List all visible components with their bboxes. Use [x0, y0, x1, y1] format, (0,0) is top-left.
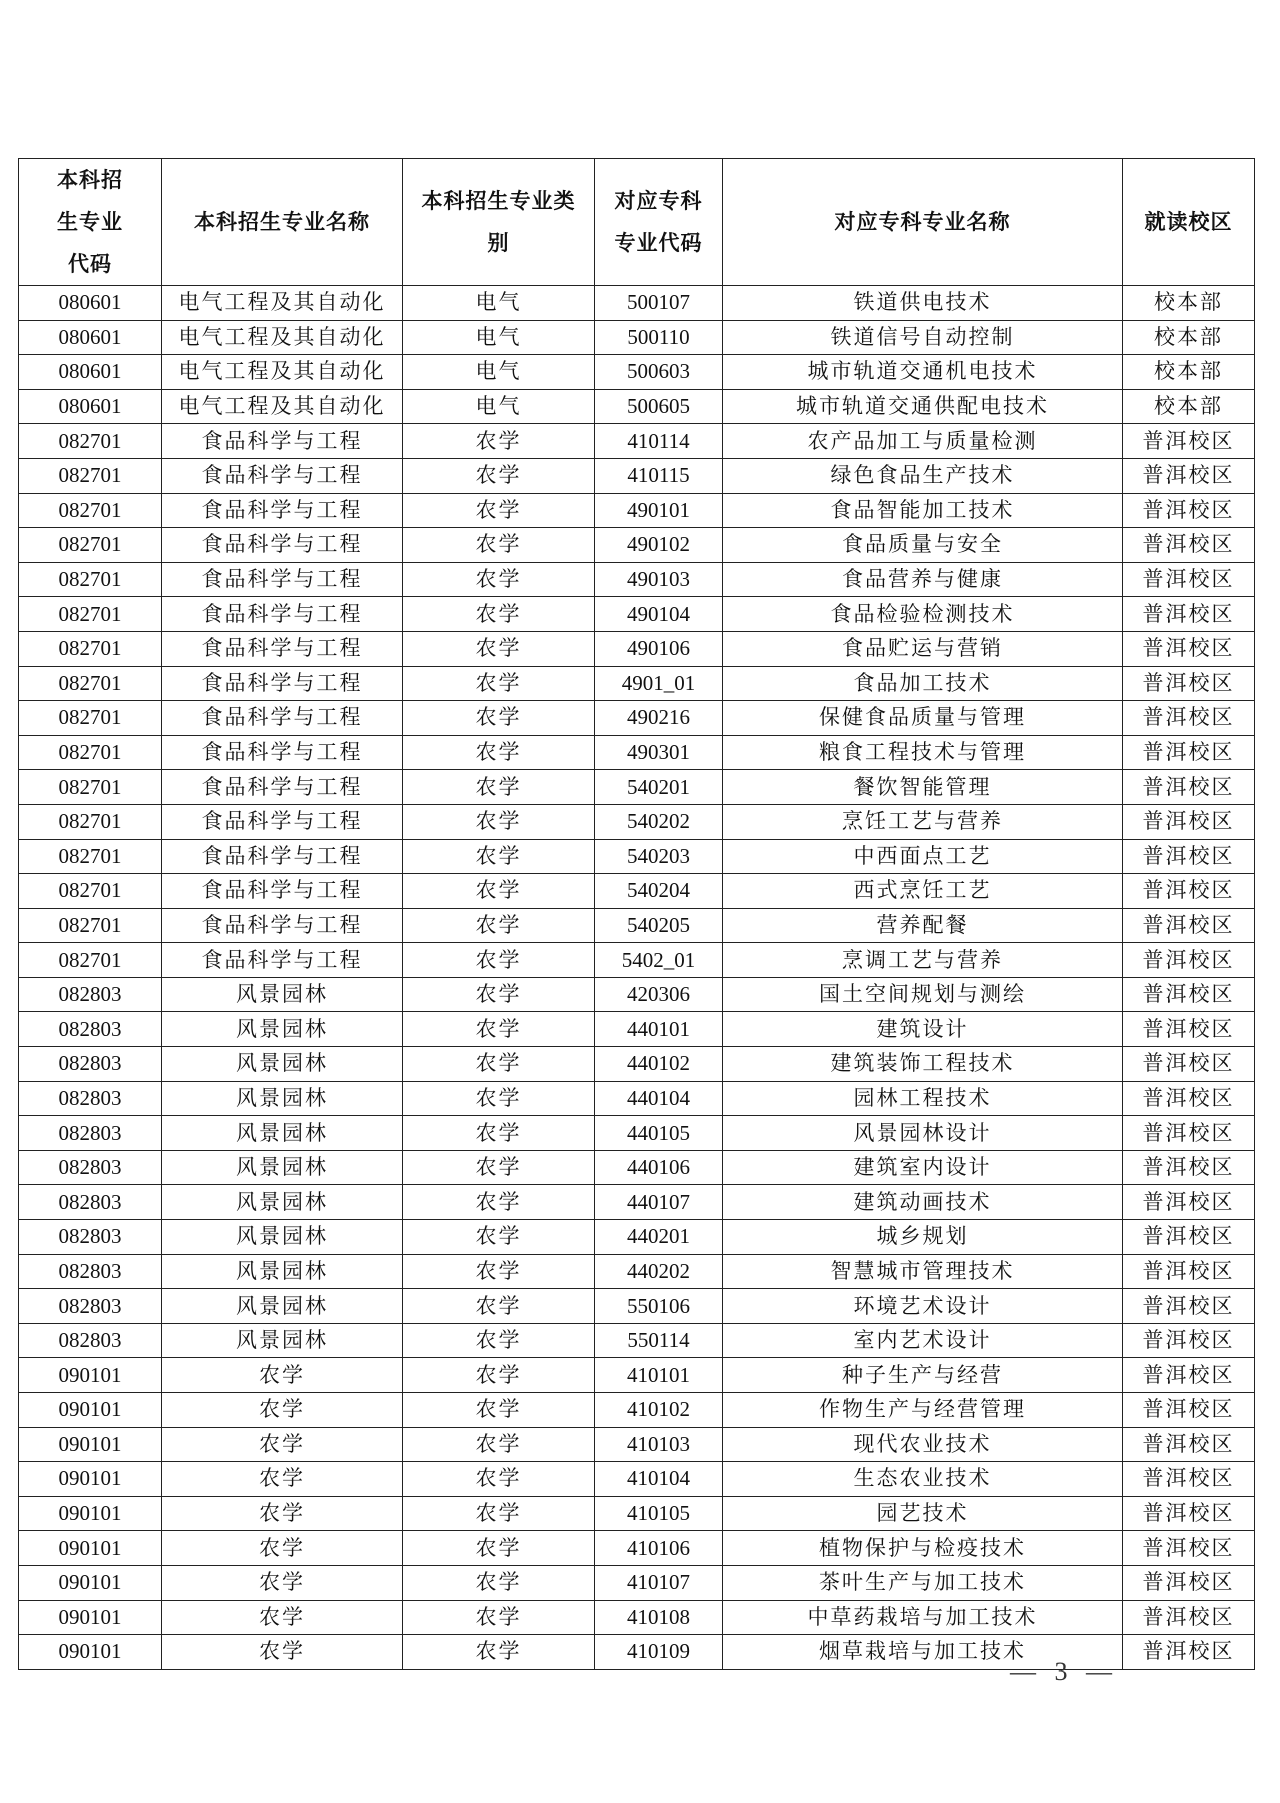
row-spec-code: 440105: [595, 1116, 723, 1151]
table-row: [19, 1462, 1255, 1497]
table-row: [19, 1565, 1255, 1600]
table-row: [19, 804, 1255, 839]
row-category: 农学: [403, 1565, 595, 1600]
row-code: 082803: [19, 1081, 162, 1116]
row-category: 农学: [403, 1427, 595, 1462]
row-name: 风景园林: [162, 1254, 403, 1289]
row-spec-name: 保健食品质量与管理: [723, 701, 1123, 736]
row-spec-code: 540202: [595, 804, 723, 839]
row-spec-code: 550106: [595, 1289, 723, 1324]
row-spec-code: 410114: [595, 424, 723, 459]
row-spec-code: 410103: [595, 1427, 723, 1462]
row-spec-name: 食品加工技术: [723, 666, 1123, 701]
table-row: [19, 1358, 1255, 1393]
row-spec-name: 食品智能加工技术: [723, 493, 1123, 528]
row-code: 080601: [19, 320, 162, 355]
row-category: 农学: [403, 528, 595, 563]
table-row: [19, 1289, 1255, 1324]
row-campus: 普洱校区: [1123, 1220, 1255, 1255]
row-spec-code: 5402_01: [595, 943, 723, 978]
row-name: 食品科学与工程: [162, 943, 403, 978]
row-campus: 普洱校区: [1123, 1185, 1255, 1220]
row-spec-code: 410109: [595, 1635, 723, 1670]
table-row: [19, 770, 1255, 805]
row-name: 风景园林: [162, 1116, 403, 1151]
row-code: 082701: [19, 804, 162, 839]
row-spec-name: 食品质量与安全: [723, 528, 1123, 563]
row-category: 农学: [403, 597, 595, 632]
row-campus: 普洱校区: [1123, 1393, 1255, 1428]
page-number: — 3 —: [1010, 1657, 1118, 1686]
row-spec-name: 建筑动画技术: [723, 1185, 1123, 1220]
row-spec-name: 植物保护与检疫技术: [723, 1531, 1123, 1566]
row-spec-code: 540205: [595, 908, 723, 943]
row-code: 082803: [19, 1254, 162, 1289]
row-name: 电气工程及其自动化: [162, 286, 403, 321]
row-campus: 普洱校区: [1123, 1254, 1255, 1289]
row-spec-name: 中西面点工艺: [723, 839, 1123, 874]
row-spec-name: 铁道供电技术: [723, 286, 1123, 321]
row-name: 电气工程及其自动化: [162, 389, 403, 424]
row-spec-code: 540204: [595, 874, 723, 909]
row-category: 农学: [403, 631, 595, 666]
table-row: [19, 908, 1255, 943]
row-category: 农学: [403, 1012, 595, 1047]
table-row: [19, 874, 1255, 909]
row-spec-code: 500110: [595, 320, 723, 355]
table-row: [19, 1531, 1255, 1566]
row-campus: 普洱校区: [1123, 1565, 1255, 1600]
row-category: 农学: [403, 1254, 595, 1289]
row-code: 082701: [19, 666, 162, 701]
row-code: 090101: [19, 1427, 162, 1462]
row-category: 农学: [403, 770, 595, 805]
row-campus: 普洱校区: [1123, 458, 1255, 493]
table-row: [19, 666, 1255, 701]
row-campus: 校本部: [1123, 320, 1255, 355]
row-spec-code: 420306: [595, 977, 723, 1012]
row-name: 食品科学与工程: [162, 493, 403, 528]
row-spec-name: 铁道信号自动控制: [723, 320, 1123, 355]
table-row: [19, 389, 1255, 424]
row-category: 农学: [403, 1462, 595, 1497]
row-category: 农学: [403, 493, 595, 528]
row-campus: 普洱校区: [1123, 1289, 1255, 1324]
row-name: 农学: [162, 1635, 403, 1670]
row-name: 食品科学与工程: [162, 701, 403, 736]
row-name: 农学: [162, 1600, 403, 1635]
row-spec-name: 建筑设计: [723, 1012, 1123, 1047]
row-spec-name: 环境艺术设计: [723, 1289, 1123, 1324]
row-code: 082701: [19, 562, 162, 597]
row-category: 农学: [403, 1323, 595, 1358]
row-campus: 普洱校区: [1123, 666, 1255, 701]
row-code: 082701: [19, 770, 162, 805]
table-row: [19, 735, 1255, 770]
row-name: 风景园林: [162, 977, 403, 1012]
row-name: 食品科学与工程: [162, 874, 403, 909]
row-name: 风景园林: [162, 1289, 403, 1324]
row-spec-code: 490301: [595, 735, 723, 770]
row-code: 080601: [19, 286, 162, 321]
row-name: 农学: [162, 1496, 403, 1531]
row-campus: 普洱校区: [1123, 908, 1255, 943]
row-spec-code: 440101: [595, 1012, 723, 1047]
row-name: 农学: [162, 1427, 403, 1462]
row-spec-code: 410108: [595, 1600, 723, 1635]
row-campus: 普洱校区: [1123, 1600, 1255, 1635]
row-category: 农学: [403, 1531, 595, 1566]
header-category: 本科招生专业类别: [403, 159, 595, 286]
row-campus: 普洱校区: [1123, 631, 1255, 666]
table-row: [19, 355, 1255, 390]
row-spec-code: 440107: [595, 1185, 723, 1220]
row-spec-code: 440106: [595, 1150, 723, 1185]
table-row: [19, 1185, 1255, 1220]
row-code: 082701: [19, 528, 162, 563]
row-campus: 普洱校区: [1123, 1081, 1255, 1116]
row-code: 090101: [19, 1496, 162, 1531]
table-row: [19, 528, 1255, 563]
row-name: 风景园林: [162, 1012, 403, 1047]
major-mapping-table: [18, 158, 1255, 1670]
row-code: 090101: [19, 1531, 162, 1566]
row-code: 082803: [19, 977, 162, 1012]
table-row: [19, 1047, 1255, 1082]
row-code: 082701: [19, 493, 162, 528]
row-campus: 普洱校区: [1123, 1531, 1255, 1566]
row-code: 082803: [19, 1185, 162, 1220]
row-spec-name: 城市轨道交通供配电技术: [723, 389, 1123, 424]
row-campus: 普洱校区: [1123, 1496, 1255, 1531]
table-row: [19, 1254, 1255, 1289]
row-name: 风景园林: [162, 1150, 403, 1185]
row-code: 090101: [19, 1565, 162, 1600]
table-body: [19, 286, 1255, 1670]
row-campus: 普洱校区: [1123, 424, 1255, 459]
row-code: 082803: [19, 1150, 162, 1185]
row-campus: 普洱校区: [1123, 528, 1255, 563]
row-spec-name: 食品贮运与营销: [723, 631, 1123, 666]
row-category: 农学: [403, 1150, 595, 1185]
row-category: 农学: [403, 839, 595, 874]
row-code: 082803: [19, 1047, 162, 1082]
table-row: [19, 1393, 1255, 1428]
row-spec-name: 绿色食品生产技术: [723, 458, 1123, 493]
row-spec-code: 490216: [595, 701, 723, 736]
row-spec-name: 种子生产与经营: [723, 1358, 1123, 1393]
table-row: [19, 701, 1255, 736]
row-spec-code: 500605: [595, 389, 723, 424]
row-category: 农学: [403, 1047, 595, 1082]
table-row: [19, 1323, 1255, 1358]
header-campus: 就读校区: [1123, 159, 1255, 286]
row-name: 农学: [162, 1393, 403, 1428]
row-category: 电气: [403, 320, 595, 355]
row-category: 农学: [403, 1635, 595, 1670]
row-category: 农学: [403, 1358, 595, 1393]
row-name: 食品科学与工程: [162, 735, 403, 770]
row-code: 082701: [19, 943, 162, 978]
row-code: 082803: [19, 1289, 162, 1324]
table-row: [19, 1427, 1255, 1462]
row-code: 082701: [19, 458, 162, 493]
header-name: 本科招生专业名称: [162, 159, 403, 286]
row-code: 090101: [19, 1600, 162, 1635]
row-campus: 普洱校区: [1123, 1323, 1255, 1358]
row-category: 农学: [403, 1116, 595, 1151]
row-spec-name: 建筑装饰工程技术: [723, 1047, 1123, 1082]
row-code: 090101: [19, 1393, 162, 1428]
row-spec-code: 410106: [595, 1531, 723, 1566]
row-spec-name: 西式烹饪工艺: [723, 874, 1123, 909]
row-category: 电气: [403, 389, 595, 424]
row-spec-code: 410104: [595, 1462, 723, 1497]
row-spec-code: 540201: [595, 770, 723, 805]
row-spec-name: 茶叶生产与加工技术: [723, 1565, 1123, 1600]
header-spec-code: 对应专科专业代码: [595, 159, 723, 286]
row-spec-name: 餐饮智能管理: [723, 770, 1123, 805]
row-spec-name: 风景园林设计: [723, 1116, 1123, 1151]
row-spec-code: 410101: [595, 1358, 723, 1393]
major-table-container: [18, 158, 1254, 1670]
table-row: [19, 424, 1255, 459]
row-campus: 校本部: [1123, 389, 1255, 424]
row-category: 农学: [403, 943, 595, 978]
row-spec-name: 室内艺术设计: [723, 1323, 1123, 1358]
row-name: 食品科学与工程: [162, 631, 403, 666]
row-campus: 普洱校区: [1123, 562, 1255, 597]
row-name: 风景园林: [162, 1185, 403, 1220]
table-row: [19, 1116, 1255, 1151]
row-spec-code: 550114: [595, 1323, 723, 1358]
row-campus: 普洱校区: [1123, 701, 1255, 736]
row-code: 082701: [19, 874, 162, 909]
row-code: 082701: [19, 701, 162, 736]
row-spec-name: 烹饪工艺与营养: [723, 804, 1123, 839]
row-campus: 普洱校区: [1123, 1427, 1255, 1462]
row-code: 082701: [19, 908, 162, 943]
row-category: 农学: [403, 874, 595, 909]
table-row: [19, 1150, 1255, 1185]
table-row: [19, 839, 1255, 874]
row-spec-code: 440102: [595, 1047, 723, 1082]
row-code: 082701: [19, 631, 162, 666]
table-row: [19, 1496, 1255, 1531]
header-code: 本科招生专业代码: [19, 159, 162, 286]
row-name: 食品科学与工程: [162, 908, 403, 943]
table-row: [19, 631, 1255, 666]
row-spec-code: 490106: [595, 631, 723, 666]
row-code: 082803: [19, 1116, 162, 1151]
row-name: 食品科学与工程: [162, 666, 403, 701]
row-campus: 普洱校区: [1123, 943, 1255, 978]
table-row: [19, 286, 1255, 321]
table-row: [19, 597, 1255, 632]
table-row: [19, 493, 1255, 528]
row-code: 082701: [19, 735, 162, 770]
row-campus: 普洱校区: [1123, 1047, 1255, 1082]
row-name: 农学: [162, 1462, 403, 1497]
row-category: 农学: [403, 562, 595, 597]
row-campus: 普洱校区: [1123, 977, 1255, 1012]
row-category: 农学: [403, 458, 595, 493]
row-category: 农学: [403, 701, 595, 736]
row-campus: 普洱校区: [1123, 1635, 1255, 1670]
row-name: 风景园林: [162, 1220, 403, 1255]
row-spec-code: 410115: [595, 458, 723, 493]
row-spec-name: 城市轨道交通机电技术: [723, 355, 1123, 390]
row-category: 农学: [403, 1081, 595, 1116]
row-spec-code: 490103: [595, 562, 723, 597]
row-code: 082803: [19, 1220, 162, 1255]
row-spec-name: 国土空间规划与测绘: [723, 977, 1123, 1012]
row-name: 风景园林: [162, 1047, 403, 1082]
row-name: 风景园林: [162, 1081, 403, 1116]
row-category: 电气: [403, 286, 595, 321]
row-spec-code: 440201: [595, 1220, 723, 1255]
row-code: 090101: [19, 1358, 162, 1393]
row-name: 食品科学与工程: [162, 528, 403, 563]
row-code: 082701: [19, 424, 162, 459]
row-campus: 普洱校区: [1123, 1116, 1255, 1151]
row-category: 农学: [403, 1496, 595, 1531]
row-campus: 校本部: [1123, 286, 1255, 321]
row-campus: 普洱校区: [1123, 1462, 1255, 1497]
row-category: 电气: [403, 355, 595, 390]
row-spec-name: 中草药栽培与加工技术: [723, 1600, 1123, 1635]
row-spec-name: 现代农业技术: [723, 1427, 1123, 1462]
row-code: 082803: [19, 1012, 162, 1047]
row-code: 080601: [19, 389, 162, 424]
row-spec-name: 农产品加工与质量检测: [723, 424, 1123, 459]
row-code: 082701: [19, 839, 162, 874]
row-campus: 普洱校区: [1123, 597, 1255, 632]
row-spec-code: 410102: [595, 1393, 723, 1428]
row-category: 农学: [403, 424, 595, 459]
row-campus: 普洱校区: [1123, 1150, 1255, 1185]
row-name: 食品科学与工程: [162, 839, 403, 874]
row-spec-code: 490102: [595, 528, 723, 563]
row-spec-code: 490104: [595, 597, 723, 632]
row-campus: 普洱校区: [1123, 493, 1255, 528]
row-spec-code: 440104: [595, 1081, 723, 1116]
row-spec-code: 4901_01: [595, 666, 723, 701]
row-campus: 普洱校区: [1123, 1012, 1255, 1047]
row-spec-name: 园艺技术: [723, 1496, 1123, 1531]
row-category: 农学: [403, 735, 595, 770]
row-spec-code: 500107: [595, 286, 723, 321]
row-category: 农学: [403, 1600, 595, 1635]
row-name: 农学: [162, 1565, 403, 1600]
row-spec-name: 城乡规划: [723, 1220, 1123, 1255]
row-spec-name: 营养配餐: [723, 908, 1123, 943]
row-category: 农学: [403, 1289, 595, 1324]
row-campus: 普洱校区: [1123, 874, 1255, 909]
row-code: 082803: [19, 1323, 162, 1358]
row-campus: 普洱校区: [1123, 735, 1255, 770]
table-row: [19, 1012, 1255, 1047]
row-spec-name: 烹调工艺与营养: [723, 943, 1123, 978]
table-row: [19, 1220, 1255, 1255]
row-name: 食品科学与工程: [162, 458, 403, 493]
row-spec-name: 烟草栽培与加工技术: [723, 1635, 1123, 1670]
row-spec-name: 粮食工程技术与管理: [723, 735, 1123, 770]
header-spec-name: 对应专科专业名称: [723, 159, 1123, 286]
row-name: 农学: [162, 1358, 403, 1393]
row-name: 食品科学与工程: [162, 804, 403, 839]
row-category: 农学: [403, 666, 595, 701]
row-spec-name: 食品检验检测技术: [723, 597, 1123, 632]
row-name: 农学: [162, 1531, 403, 1566]
row-spec-name: 园林工程技术: [723, 1081, 1123, 1116]
row-code: 082701: [19, 597, 162, 632]
row-spec-code: 540203: [595, 839, 723, 874]
row-spec-code: 410105: [595, 1496, 723, 1531]
row-code: 090101: [19, 1635, 162, 1670]
row-spec-name: 生态农业技术: [723, 1462, 1123, 1497]
table-row: [19, 977, 1255, 1012]
table-header-row: [19, 159, 1255, 286]
row-name: 食品科学与工程: [162, 424, 403, 459]
table-row: [19, 320, 1255, 355]
table-row: [19, 458, 1255, 493]
row-name: 食品科学与工程: [162, 770, 403, 805]
row-spec-name: 食品营养与健康: [723, 562, 1123, 597]
row-spec-code: 410107: [595, 1565, 723, 1600]
row-name: 食品科学与工程: [162, 562, 403, 597]
row-category: 农学: [403, 977, 595, 1012]
table-row: [19, 943, 1255, 978]
row-spec-code: 440202: [595, 1254, 723, 1289]
row-spec-code: 500603: [595, 355, 723, 390]
table-row: [19, 562, 1255, 597]
row-campus: 普洱校区: [1123, 770, 1255, 805]
row-campus: 普洱校区: [1123, 839, 1255, 874]
row-category: 农学: [403, 908, 595, 943]
row-code: 090101: [19, 1462, 162, 1497]
row-name: 电气工程及其自动化: [162, 355, 403, 390]
row-name: 食品科学与工程: [162, 597, 403, 632]
row-campus: 校本部: [1123, 355, 1255, 390]
row-campus: 普洱校区: [1123, 1358, 1255, 1393]
row-spec-name: 建筑室内设计: [723, 1150, 1123, 1185]
row-category: 农学: [403, 1220, 595, 1255]
row-spec-code: 490101: [595, 493, 723, 528]
row-spec-name: 智慧城市管理技术: [723, 1254, 1123, 1289]
table-row: [19, 1081, 1255, 1116]
row-category: 农学: [403, 1185, 595, 1220]
row-category: 农学: [403, 804, 595, 839]
row-campus: 普洱校区: [1123, 804, 1255, 839]
row-category: 农学: [403, 1393, 595, 1428]
table-row: [19, 1600, 1255, 1635]
row-spec-name: 作物生产与经营管理: [723, 1393, 1123, 1428]
row-code: 080601: [19, 355, 162, 390]
row-name: 电气工程及其自动化: [162, 320, 403, 355]
row-name: 风景园林: [162, 1323, 403, 1358]
